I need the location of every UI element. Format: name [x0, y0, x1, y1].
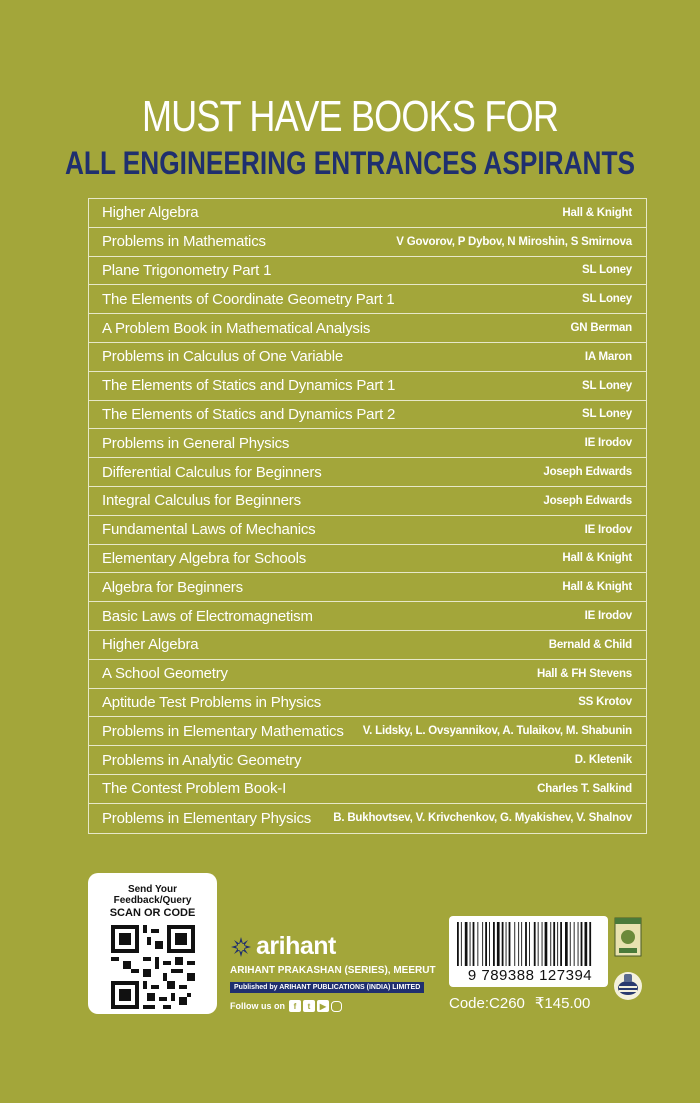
heading-line2: ALL ENGINEERING ENTRANCES ASPIRANTS: [64, 145, 636, 181]
publisher-imprint: ARIHANT PRAKASHAN (SERIES), MEERUT: [230, 965, 436, 976]
book-title: Integral Calculus for Beginners: [102, 492, 301, 510]
book-title: The Contest Problem Book-I: [102, 780, 287, 798]
book-author: SS Krotov: [578, 696, 632, 709]
book-row: [89, 487, 646, 516]
book-author: IE Irodov: [584, 437, 632, 450]
book-title: Problems in Calculus of One Variable: [102, 348, 343, 366]
book-author: B. Bukhovtsev, V. Krivchenkov, G. Myakishev, V. Shalnov: [333, 812, 632, 825]
book-author: V. Lidsky, L. Ovsyannikov, A. Tulaikov, M. Shabunin: [362, 725, 632, 738]
book-title: Problems in Analytic Geometry: [102, 751, 302, 769]
isbn-number: 9 789388 127394: [467, 967, 593, 984]
book-title: Problems in Mathematics: [102, 233, 266, 251]
emblem-icon: [613, 969, 643, 1003]
book-row: [89, 602, 646, 631]
book-row: [89, 775, 646, 804]
book-author: D. Kletenik: [574, 754, 632, 767]
book-author: Joseph Edwards: [543, 494, 632, 507]
book-title: Differential Calculus for Beginners: [102, 463, 322, 481]
qr-code-icon[interactable]: [111, 925, 195, 1009]
book-author: Bernald & Child: [548, 638, 632, 651]
youtube-icon[interactable]: ▶: [317, 1000, 329, 1012]
book-row: [89, 228, 646, 257]
book-title: The Elements of Coordinate Geometry Part 1: [102, 290, 395, 308]
book-row: [89, 458, 646, 487]
book-row: [89, 689, 646, 718]
book-author: SL Loney: [582, 408, 632, 421]
book-author: GN Berman: [570, 322, 632, 335]
book-title: Problems in Elementary Mathematics: [102, 722, 344, 740]
book-author: IA Maron: [584, 350, 632, 363]
certification-badge-icon: [614, 917, 642, 957]
book-row: [89, 314, 646, 343]
book-title: The Elements of Statics and Dynamics Part 2: [102, 405, 396, 423]
publisher-block: [230, 932, 470, 1012]
publisher-logo: arihant: [256, 932, 336, 960]
book-title: Higher Algebra: [102, 204, 199, 222]
book-list: [88, 198, 647, 834]
book-row: [89, 573, 646, 602]
book-row: [89, 257, 646, 286]
book-author: Hall & Knight: [562, 552, 632, 565]
book-author: Joseph Edwards: [543, 466, 632, 479]
book-title: Problems in General Physics: [102, 434, 290, 452]
book-row: [89, 429, 646, 458]
book-row: [89, 401, 646, 430]
book-row: [89, 285, 646, 314]
book-title: Higher Algebra: [102, 636, 199, 654]
arihant-star-icon: [230, 936, 252, 958]
book-title: Fundamental Laws of Mechanics: [102, 521, 316, 539]
book-title: Elementary Algebra for Schools: [102, 549, 307, 567]
book-author: V Govorov, P Dybov, N Miroshin, S Smirnova: [396, 235, 632, 248]
book-author: Hall & Knight: [562, 206, 632, 219]
book-author: SL Loney: [582, 379, 632, 392]
book-author: IE Irodov: [584, 523, 632, 536]
book-row: [89, 545, 646, 574]
book-author: Hall & Knight: [562, 581, 632, 594]
instagram-icon[interactable]: [331, 1001, 342, 1012]
follow-label: Follow us on: [230, 1001, 285, 1011]
book-row: [89, 516, 646, 545]
book-row: [89, 804, 646, 833]
book-title: Plane Trigonometry Part 1: [102, 261, 272, 279]
book-code: Code:C260: [449, 995, 525, 1012]
book-author: IE Irodov: [584, 610, 632, 623]
book-title: A School Geometry: [102, 665, 228, 683]
book-row: [89, 660, 646, 689]
book-row: [89, 199, 646, 228]
book-row: [89, 343, 646, 372]
facebook-icon[interactable]: f: [289, 1000, 301, 1012]
book-title: Aptitude Test Problems in Physics: [102, 693, 322, 711]
book-title: Problems in Elementary Physics: [102, 809, 312, 827]
book-row: [89, 631, 646, 660]
book-title: The Elements of Statics and Dynamics Part 1: [102, 377, 396, 395]
book-title: A Problem Book in Mathematical Analysis: [102, 319, 371, 337]
book-row: [89, 372, 646, 401]
twitter-icon[interactable]: t: [303, 1000, 315, 1012]
book-author: SL Loney: [582, 293, 632, 306]
qr-caption: Send Your Feedback/Query: [113, 884, 192, 906]
book-author: Hall & FH Stevens: [536, 667, 632, 680]
book-author: Charles T. Salkind: [537, 782, 632, 795]
book-title: Algebra for Beginners: [102, 578, 243, 596]
price-row: [449, 994, 619, 1012]
feedback-qr-card[interactable]: [88, 873, 217, 1014]
book-row: [89, 746, 646, 775]
book-row: [89, 717, 646, 746]
qr-instruction: SCAN OR CODE: [109, 907, 196, 919]
heading-line1: MUST HAVE BOOKS FOR: [141, 92, 559, 141]
book-title: Basic Laws of Electromagnetism: [102, 607, 313, 625]
barcode-bars-icon: [449, 916, 608, 968]
book-price: ₹145.00: [534, 995, 591, 1012]
book-author: SL Loney: [582, 264, 632, 277]
published-by: Published by ARIHANT PUBLICATIONS (INDIA) LIMITED: [230, 982, 424, 993]
barcode: [449, 916, 608, 987]
